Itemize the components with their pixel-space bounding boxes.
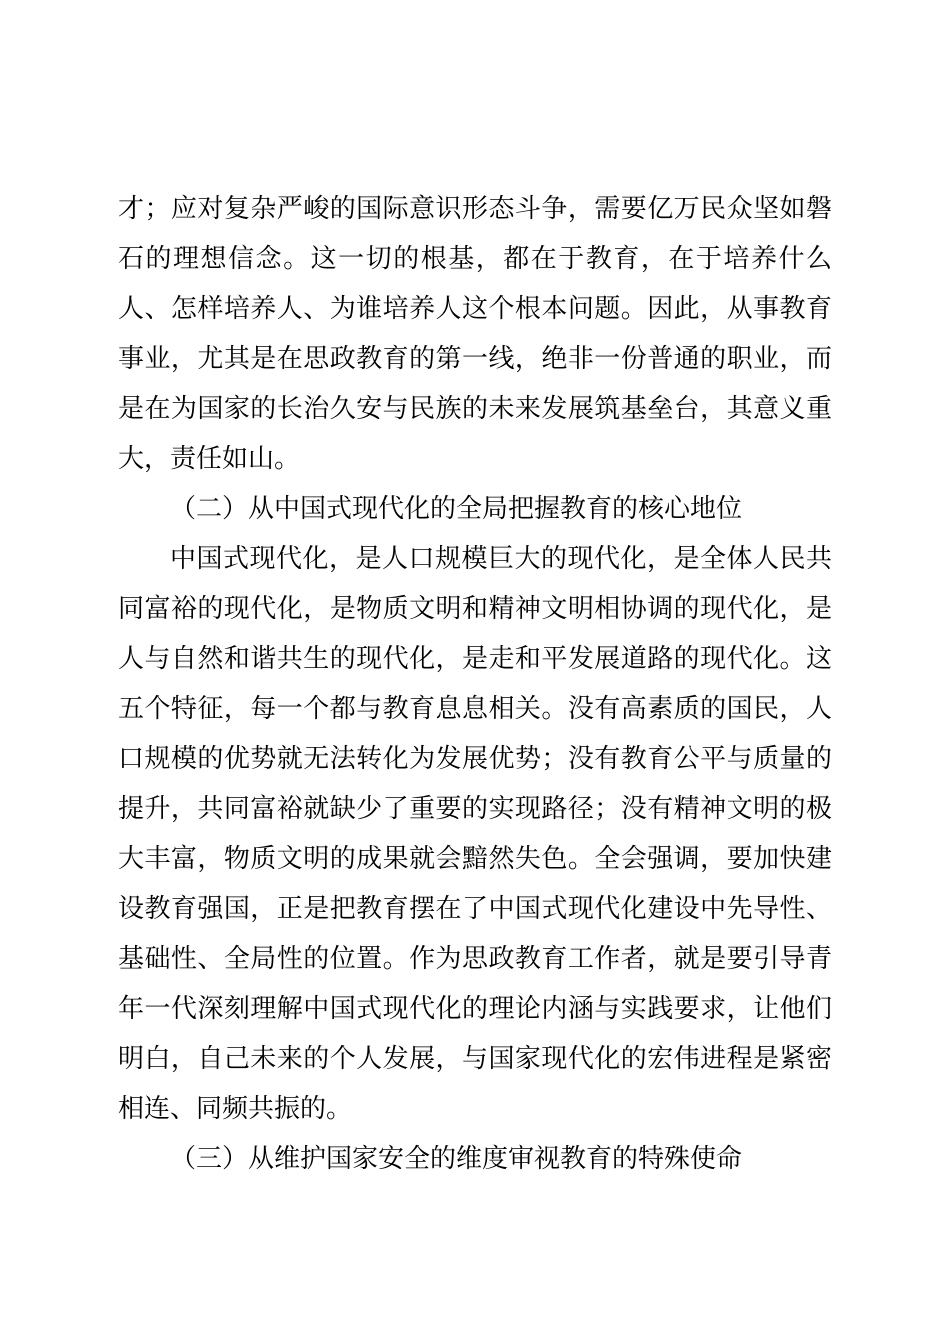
text-line: 同富裕的现代化，是物质文明和精神文明相协调的现代化，是 — [118, 593, 832, 623]
text-line: 设教育强国，正是把教育摆在了中国式现代化建设中先导性、 — [118, 893, 832, 923]
text-line: 中国式现代化，是人口规模巨大的现代化，是全体人民共 — [170, 543, 832, 573]
text-line: 事业，尤其是在思政教育的第一线，绝非一份普通的职业，而 — [118, 343, 832, 373]
text-line: 人、怎样培养人、为谁培养人这个根本问题。因此，从事教育 — [118, 293, 832, 323]
section-heading-2: （二）从中国式现代化的全局把握教育的核心地位 — [170, 493, 743, 523]
text-line: 大，责任如山。 — [118, 443, 301, 473]
text-line: 基础性、全局性的位置。作为思政教育工作者，就是要引导青 — [118, 943, 832, 973]
text-line: 才；应对复杂严峻的国际意识形态斗争，需要亿万民众坚如磐 — [118, 193, 832, 223]
text-line: 提升，共同富裕就缺少了重要的实现路径；没有精神文明的极 — [118, 793, 832, 823]
text-line: 石的理想信念。这一切的根基，都在于教育，在于培养什么 — [118, 243, 832, 273]
text-line: 明白，自己未来的个人发展，与国家现代化的宏伟进程是紧密 — [118, 1043, 832, 1073]
text-line: 相连、同频共振的。 — [118, 1093, 353, 1123]
text-line: 五个特征，每一个都与教育息息相关。没有高素质的国民，人 — [118, 693, 832, 723]
paragraph-2 — [118, 533, 832, 1133]
text-line: 大丰富，物质文明的成果就会黯然失色。全会强调，要加快建 — [118, 843, 832, 873]
text-line: 是在为国家的长治久安与民族的未来发展筑基垒台，其意义重 — [118, 393, 832, 423]
text-line: 年一代深刻理解中国式现代化的理论内涵与实践要求，让他们 — [118, 993, 832, 1023]
section-heading-3: （三）从维护国家安全的维度审视教育的特殊使命 — [170, 1143, 743, 1173]
text-line: 人与自然和谐共生的现代化，是走和平发展道路的现代化。这 — [118, 643, 832, 673]
paragraph-1 — [118, 183, 832, 483]
text-line: 口规模的优势就无法转化为发展优势；没有教育公平与质量的 — [118, 743, 832, 773]
